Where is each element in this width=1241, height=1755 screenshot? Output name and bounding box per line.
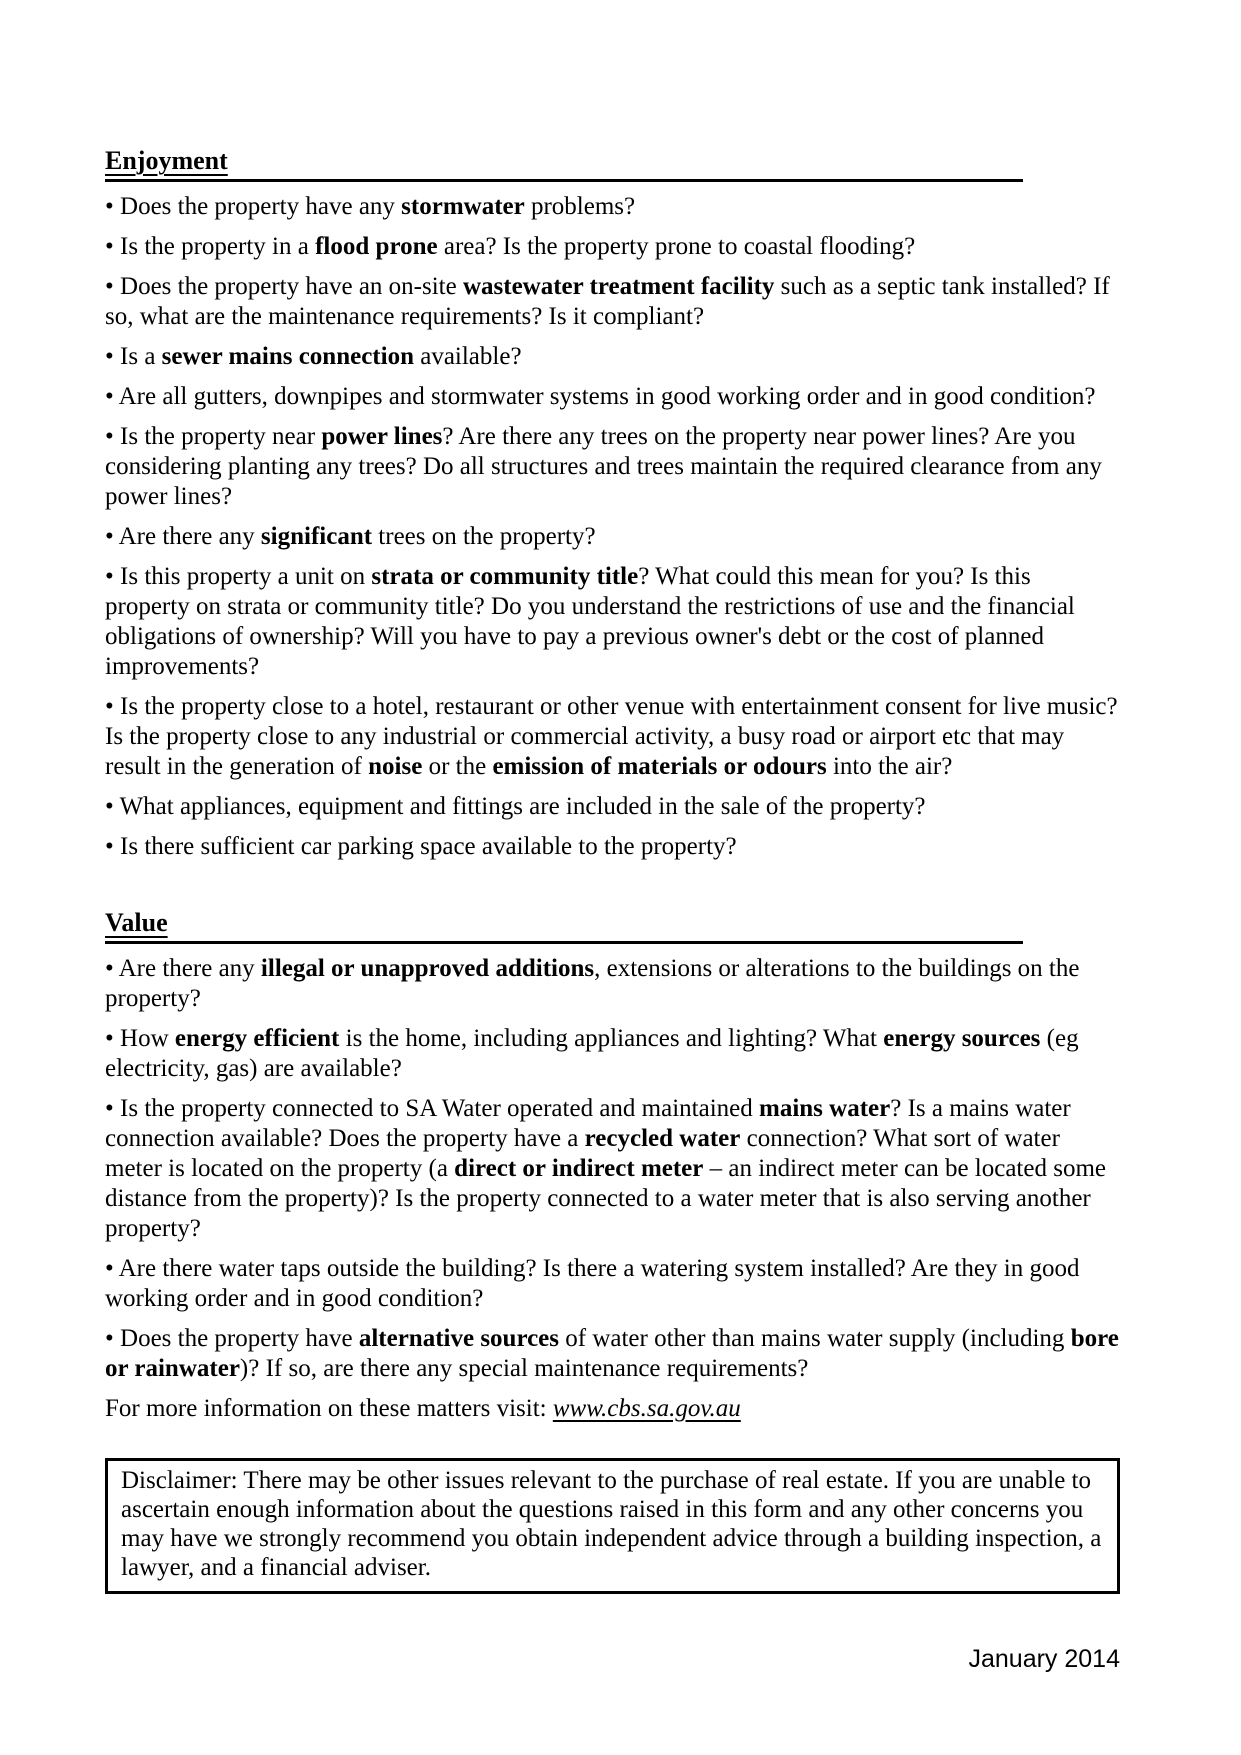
more-info-line xyxy=(105,1394,1120,1424)
disclaimer-box xyxy=(105,1458,1120,1594)
bullet-marker: • xyxy=(105,693,121,720)
bullet-text-bold: bore or rainwater xyxy=(105,1325,1119,1382)
section-heading-enjoyment xyxy=(105,146,1023,182)
bullet-marker: • xyxy=(105,193,121,220)
bullet-text-bold: alternative sources xyxy=(358,1325,560,1352)
bullet-text: such as a septic tank installed? If so, what are the maintenance requirements? Is it compliant? xyxy=(105,273,1110,330)
bullet-marker: • xyxy=(105,273,121,300)
bullet-text-bold: significant xyxy=(260,523,373,550)
bullet-text-bold: recycled water xyxy=(584,1125,741,1152)
bullet-item xyxy=(105,692,1120,782)
section-title: Value xyxy=(105,908,168,937)
bullet-item xyxy=(105,342,1120,372)
bullet-text-bold: mains water xyxy=(759,1095,891,1122)
bullet-text: Is there sufficient car parking space available to the property? xyxy=(120,833,737,860)
bullet-text: (eg electricity, gas) are available? xyxy=(105,1025,1079,1082)
questions-sections xyxy=(105,146,1120,1384)
section-heading-value xyxy=(105,908,1023,944)
bullet-text: problems? xyxy=(524,193,636,220)
bullet-item xyxy=(105,522,1120,552)
bullet-item xyxy=(105,562,1120,682)
bullet-text: or the xyxy=(422,753,493,780)
bullet-item xyxy=(105,1324,1120,1384)
bullet-item xyxy=(105,1024,1120,1084)
bullet-text: Is this property a unit on xyxy=(120,563,372,590)
bullet-text-bold: illegal or unapproved additions xyxy=(260,955,595,982)
bullet-text-bold: noise xyxy=(368,753,423,780)
bullet-item xyxy=(105,1254,1120,1314)
bullet-text: Are there any xyxy=(118,523,261,550)
bullet-marker: • xyxy=(105,833,121,860)
section-title: Enjoyment xyxy=(105,146,228,175)
bullet-text: Is the property near xyxy=(120,423,322,450)
bullet-marker: • xyxy=(105,523,119,550)
bullet-marker: • xyxy=(105,1025,121,1052)
bullet-marker: • xyxy=(105,1255,119,1282)
bullet-text: Are all gutters, downpipes and stormwater systems in good working order and in good condition? xyxy=(118,383,1096,410)
document-content xyxy=(105,146,1120,1674)
bullet-text: – an indirect meter can be located some distance from the property)? Is the property connected to a water meter that is also serving another property? xyxy=(105,1155,1106,1242)
bullet-text-bold: direct or indirect meter xyxy=(454,1155,704,1182)
bullet-text-bold: stormwater xyxy=(401,193,525,220)
bullet-text: connection? What sort of water meter is located on the property (a xyxy=(105,1125,1060,1182)
bullet-text: Is a xyxy=(120,343,162,370)
bullet-text: is the home, including appliances and lighting? What xyxy=(339,1025,884,1052)
bullet-marker: • xyxy=(105,1325,121,1352)
bullet-text-bold: strata or community title xyxy=(371,563,639,590)
bullet-text: trees on the property? xyxy=(372,523,596,550)
bullet-text: ? Is a mains water connection available? Does the property have a xyxy=(105,1095,1071,1152)
bullet-marker: • xyxy=(105,233,121,260)
bullet-item xyxy=(105,1094,1120,1244)
bullet-text-bold: emission of materials or odours xyxy=(492,753,827,780)
bullet-text: Does the property have xyxy=(120,1325,359,1352)
bullet-item xyxy=(105,422,1120,512)
bullet-text: Does the property have an on-site xyxy=(120,273,463,300)
bullet-text: How xyxy=(120,1025,175,1052)
disclaimer-text: Disclaimer: There may be other issues relevant to the purchase of real estate. If you are unable to ascertain enough information about the questions raised in this form and any other concerns you may have we strongly recommend you obtain independent advice through a building inspection, a lawyer, and a financial adviser. xyxy=(121,1467,1102,1581)
bullet-text-bold: energy efficient xyxy=(174,1025,340,1052)
bullet-marker: • xyxy=(105,423,121,450)
bullet-text: ? What could this mean for you? Is this property on strata or community title? Do you understand the restrictions of use and the financial obligations of ownership? Will you have to pay a previous owner's debt or the cost of planned improvements? xyxy=(105,563,1075,680)
bullet-marker: • xyxy=(105,563,121,590)
bullet-text: of water other than mains water supply (including xyxy=(559,1325,1071,1352)
footer-date: January 2014 xyxy=(968,1645,1120,1673)
bullet-item xyxy=(105,232,1120,262)
bullet-text: available? xyxy=(413,343,522,370)
bullet-text: area? Is the property prone to coastal flooding? xyxy=(437,233,916,260)
more-info-text: For more information on these matters visit: xyxy=(105,1395,553,1422)
bullet-text: ? Are there any trees on the property near power lines? Are you considering planting any trees? Do all structures and trees maintain the required clearance from any power lines? xyxy=(105,423,1102,510)
bullet-text-bold: power lines xyxy=(321,423,443,450)
page-footer xyxy=(105,1644,1120,1674)
bullet-item xyxy=(105,954,1120,1014)
bullet-marker: • xyxy=(105,1095,121,1122)
bullet-text: into the air? xyxy=(826,753,953,780)
bullet-text: Does the property have any xyxy=(120,193,402,220)
bullet-marker: • xyxy=(105,793,120,820)
bullet-text: )? If so, are there any special maintenance requirements? xyxy=(239,1355,809,1382)
bullet-text: Are there water taps outside the building? Is there a watering system installed? Are they in good working order and in good condition? xyxy=(105,1255,1080,1312)
bullet-item xyxy=(105,792,1120,822)
bullet-marker: • xyxy=(105,383,119,410)
bullet-text-bold: flood prone xyxy=(315,233,438,260)
bullet-text-bold: sewer mains connection xyxy=(161,343,414,370)
cbs-website-link[interactable]: www.cbs.sa.gov.au xyxy=(552,1395,741,1422)
bullet-text: Is the property in a xyxy=(120,233,316,260)
bullet-text-bold: wastewater treatment facility xyxy=(462,273,775,300)
bullet-item xyxy=(105,272,1120,332)
bullet-text-bold: energy sources xyxy=(883,1025,1041,1052)
bullet-item xyxy=(105,832,1120,862)
bullet-marker: • xyxy=(105,955,119,982)
bullet-text: What appliances, equipment and fittings are included in the sale of the property? xyxy=(119,793,926,820)
bullet-marker: • xyxy=(105,343,121,370)
bullet-text: Are there any xyxy=(118,955,261,982)
bullet-item xyxy=(105,192,1120,222)
bullet-text: Is the property connected to SA Water operated and maintained xyxy=(120,1095,759,1122)
bullet-text: Is the property close to a hotel, restaurant or other venue with entertainment consent for live music? Is the property close to any industrial or commercial activity, a busy road or airport etc that may result in the generation of xyxy=(105,693,1118,780)
bullet-item xyxy=(105,382,1120,412)
bullet-text: , extensions or alterations to the buildings on the property? xyxy=(105,955,1080,1012)
